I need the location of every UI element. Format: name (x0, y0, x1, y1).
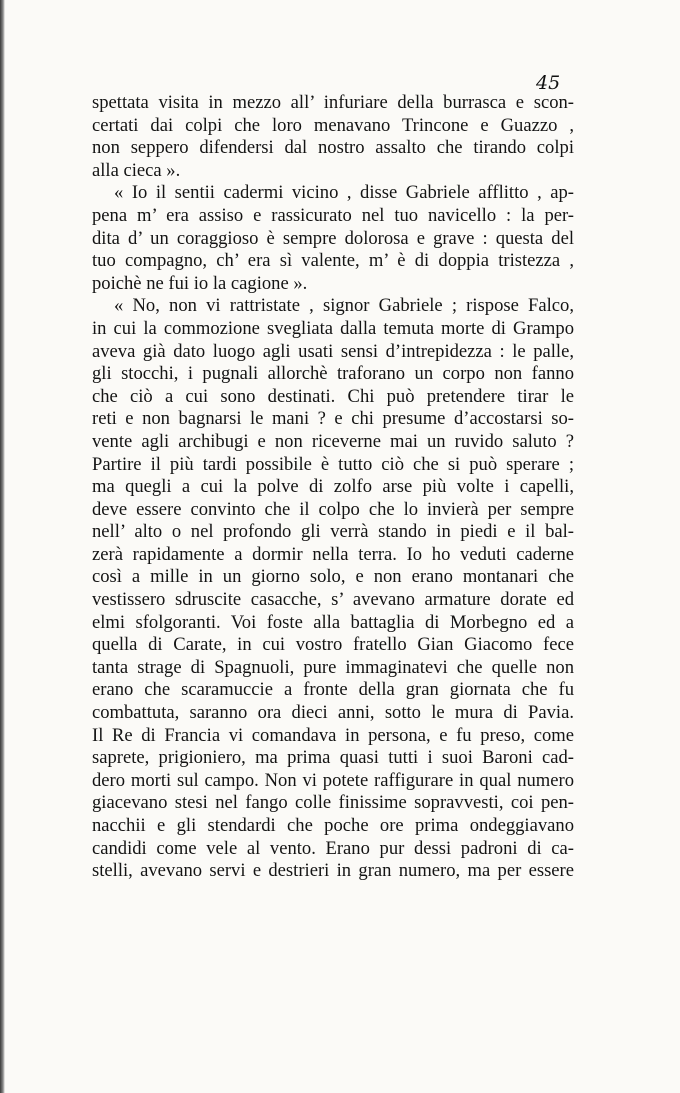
text-line: elmi sfolgoranti. Voi foste alla battaglia di Morbegno ed a (92, 611, 574, 633)
text-line: « No, non vi rattristate , signor Gabriele ; rispose Falco, (114, 295, 574, 317)
text-line: Partire il più tardi possibile è tutto ciò che si può sperare ; (92, 453, 574, 475)
text-line: alla cieca ». (92, 159, 181, 181)
text-line: che ciò a cui sono destinati. Chi può pretendere tirar le (92, 385, 574, 407)
text-line: nacchii e gli stendardi che poche ore prima ondeggiavano (92, 815, 574, 836)
text-line: dero morti sul campo. Non vi potete raffigurare in qual numero (92, 769, 574, 791)
text-line: spettata visita in mezzo all’ infuriare della burrasca e scon- (92, 92, 574, 113)
text-line: erano che scaramuccie a fronte della gran giornata che fu (92, 679, 574, 701)
text-line: in cui la commozione svegliata dalla temuta morte di Grampo (92, 317, 574, 339)
text-line: gli stocchi, i pugnali allorchè traforano un corpo non fanno (92, 363, 574, 385)
text-line: dita d’ un coraggioso è sempre dolorosa e grave : questa del (92, 227, 574, 249)
page-binding-edge (0, 0, 5, 1093)
text-line: così a mille in un giorno solo, e non erano montanari che (92, 566, 574, 588)
text-line: reti e non bagnarsi le mani ? e chi presume d’accostarsi so- (92, 408, 574, 430)
text-line: certati dai colpi che loro menavano Trincone e Guazzo , (92, 114, 574, 136)
text-line: ma quegli a cui la polve di zolfo arse più volte i capelli, (92, 476, 574, 498)
text-line: poichè ne fui io la cagione ». (92, 272, 308, 294)
body-text (92, 92, 574, 883)
text-line: deve essere convinto che il colpo che lo invierà per sempre (92, 498, 574, 520)
text-line: non seppero difendersi dal nostro assalto che tirando colpi (92, 137, 574, 159)
text-line: « Io il sentii cadermi vicino , disse Gabriele afflitto , ap- (114, 182, 574, 204)
text-line: tanta strage di Spagnuoli, pure immaginatevi che quelle non (92, 656, 574, 678)
text-line: saprete, prigioniero, ma prima quasi tutti i suoi Baroni cad- (92, 747, 574, 769)
text-line: giacevano stesi nel fango colle finissime sopravvesti, coi pen- (92, 792, 574, 814)
text-line: vente agli archibugi e non riceverne mai un ruvido saluto ? (92, 430, 574, 452)
text-line: zerà rapidamente a dormir nella terra. Io ho veduti caderne (92, 543, 574, 565)
text-line: quella di Carate, in cui vostro fratello Gian Giacomo fece (92, 634, 574, 656)
text-line: pena m’ era assiso e rassicurato nel tuo navicello : la per- (92, 204, 574, 226)
text-line: aveva già dato luogo agli usati sensi d’intrepidezza : le palle, (92, 340, 574, 362)
text-line: Il Re di Francia vi comandava in persona, e fu preso, come (92, 724, 574, 746)
text-line: combattuta, saranno ora dieci anni, sotto le mura di Pavia. (92, 702, 574, 724)
text-line: nell’ alto o nel profondo gli verrà stando in piedi e il bal- (92, 521, 574, 543)
page-number: 45 (536, 72, 561, 94)
text-line: stelli, avevano servi e destrieri in gran numero, ma per essere (92, 860, 574, 882)
text-line: candidi come vele al vento. Erano pur dessi padroni di ca- (92, 837, 574, 859)
text-line: tuo compagno, ch’ era sì valente, m’ è di doppia tristezza , (92, 250, 574, 272)
text-line: vestissero sdruscite casacche, s’ avevano armature dorate ed (92, 589, 574, 611)
